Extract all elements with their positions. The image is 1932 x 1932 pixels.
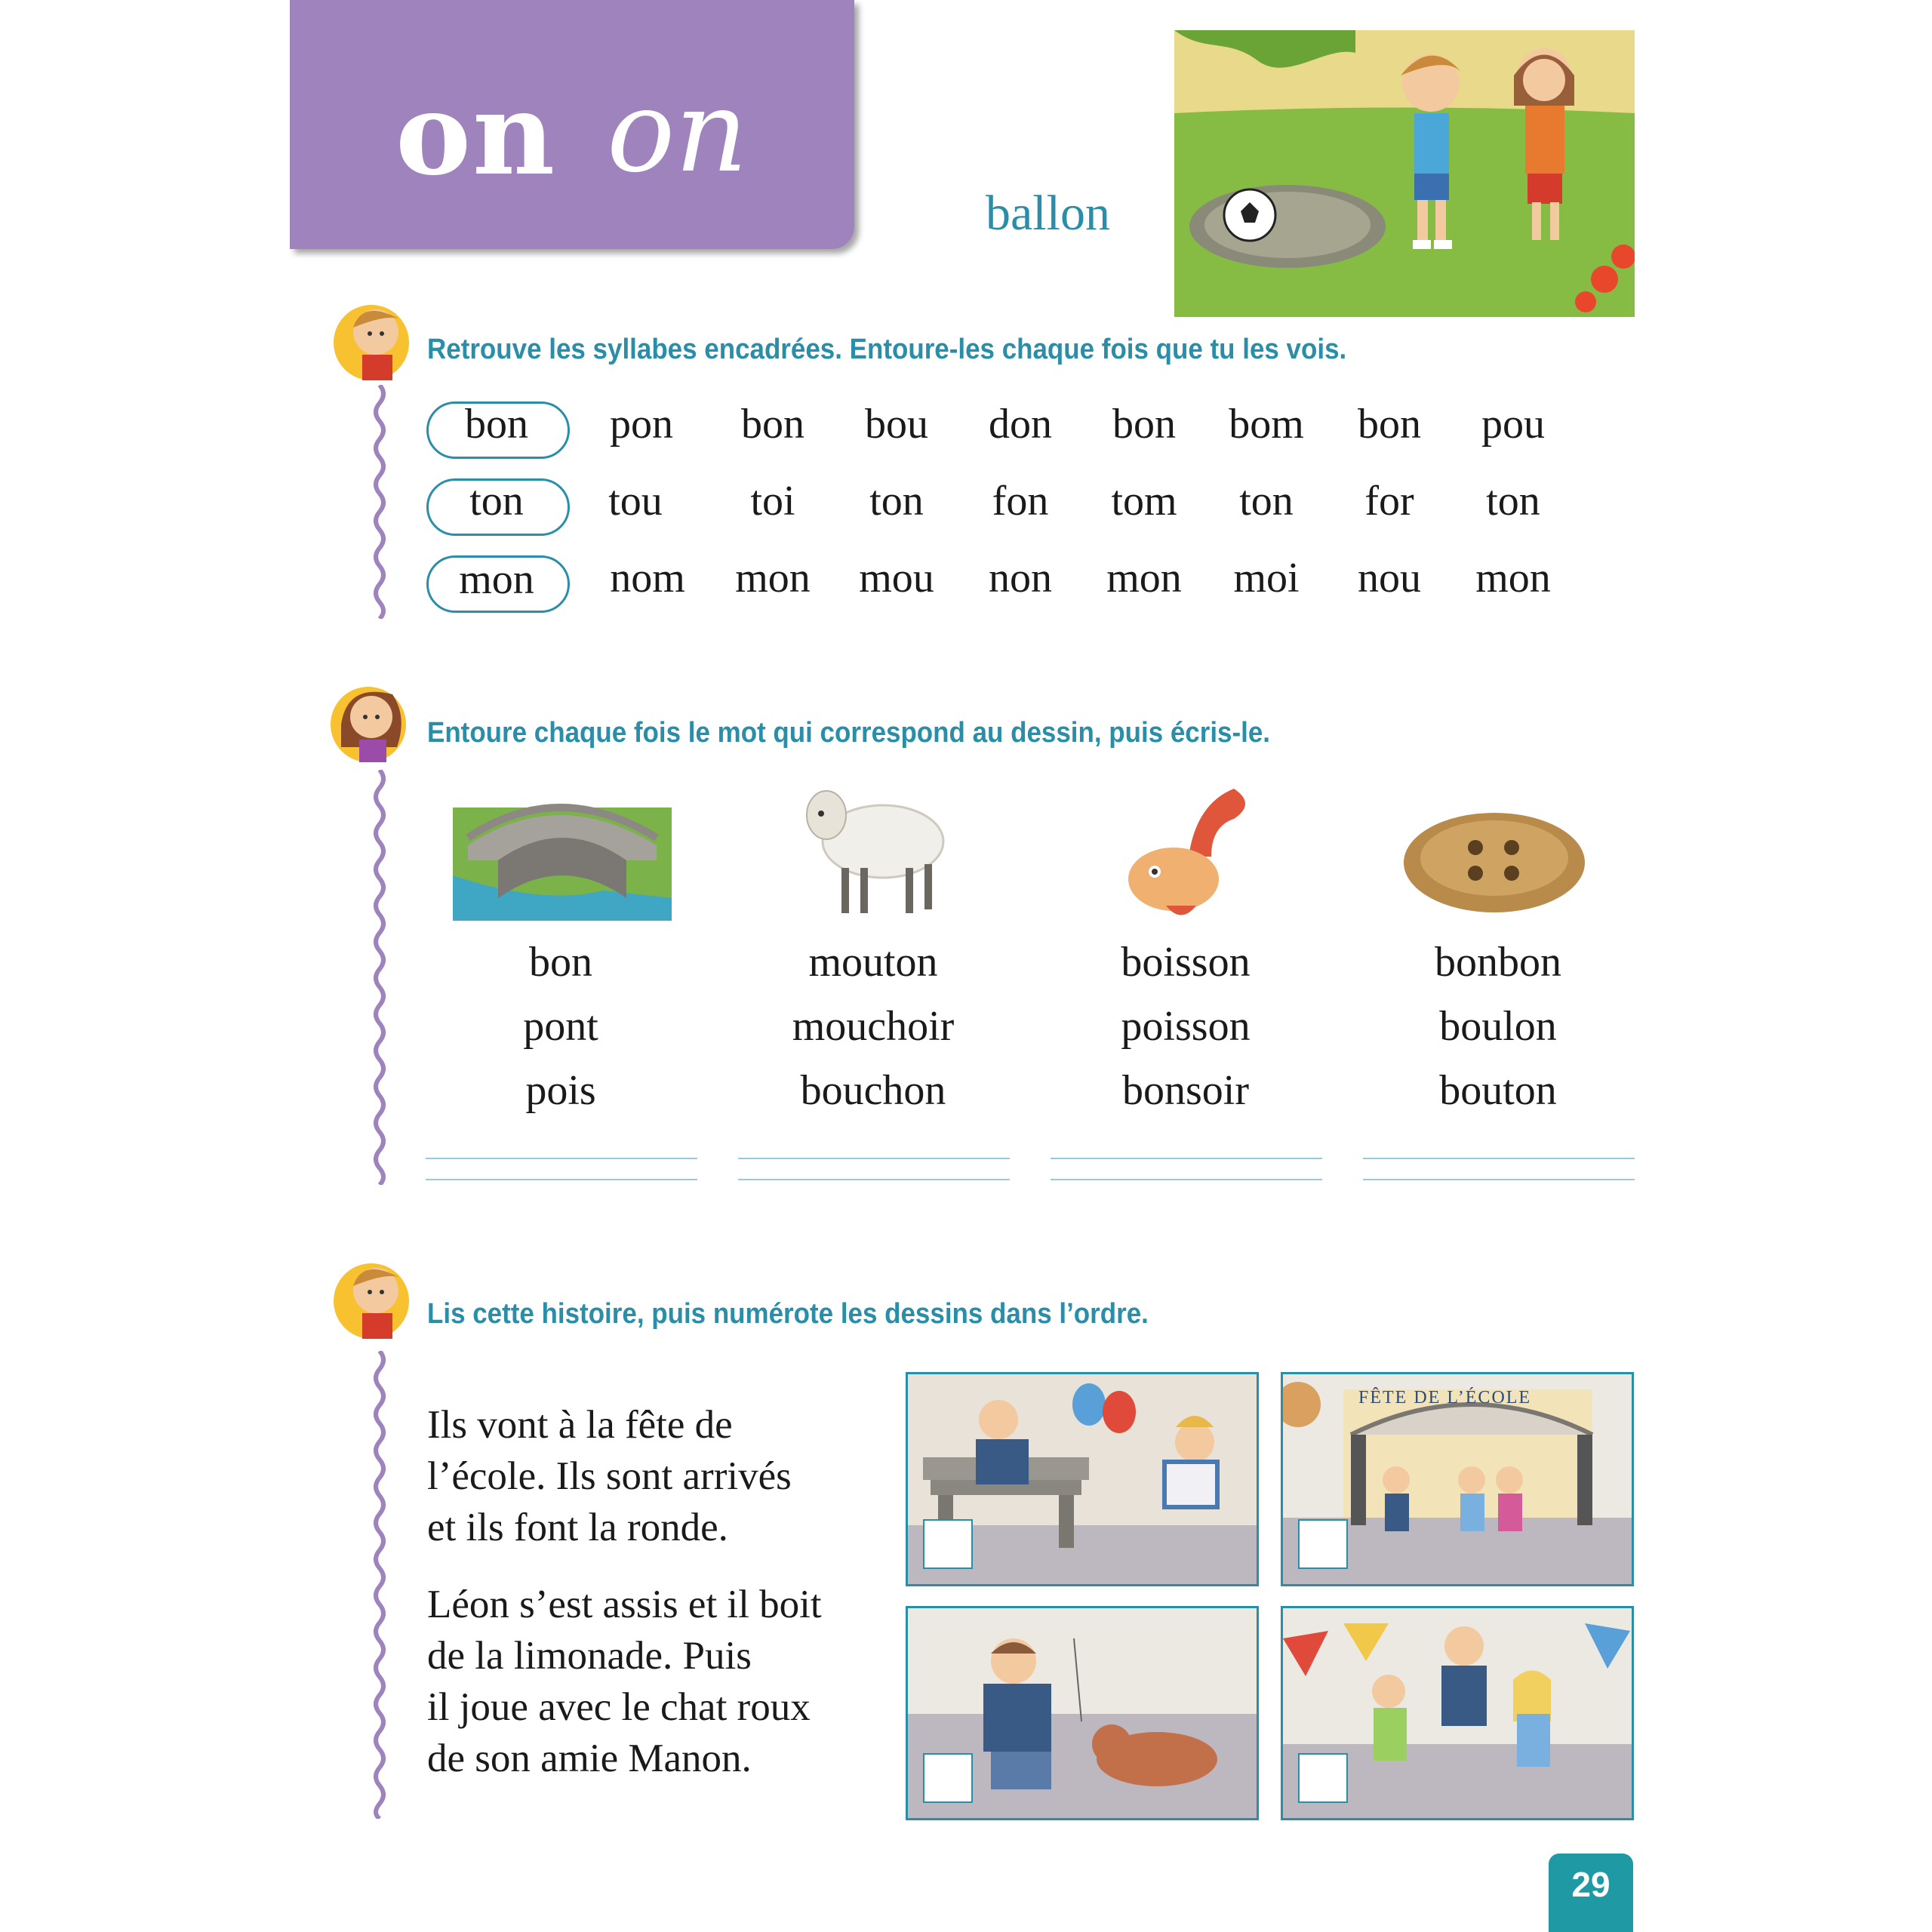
page-number-badge [1549,1854,1633,1932]
story-line: et ils font la ronde. [427,1506,728,1549]
syllable[interactable]: tou [608,478,663,525]
syllable[interactable]: bon [1112,401,1176,448]
word-choice[interactable]: bonbon [1435,939,1561,986]
syllable[interactable]: tom [1111,478,1177,525]
writing-line-bottom[interactable] [738,1179,1010,1180]
syllable[interactable]: bon [1358,401,1421,448]
story-line: il joue avec le chat roux [427,1685,811,1729]
bench-balloons-scene [906,1372,1259,1586]
wave-divider-3 [368,1351,391,1819]
word-choice[interactable]: mouchoir [792,1003,955,1050]
cat-play-scene [906,1606,1259,1820]
syllable[interactable]: mou [859,555,934,601]
example-word: ballon [986,186,1110,241]
sheep-illustration [792,777,951,921]
writing-line-top[interactable] [1363,1158,1635,1159]
syllable[interactable]: bou [865,401,928,448]
word-choice[interactable]: boisson [1121,939,1251,986]
word-choice[interactable]: poisson [1121,1003,1251,1050]
syllable[interactable]: nou [1358,555,1421,601]
dance-round-scene [1281,1606,1634,1820]
writing-line-bottom[interactable] [426,1179,697,1180]
story-line: de son amie Manon. [427,1737,752,1780]
syllable[interactable]: ton [869,478,924,525]
target-syllable: ton [469,478,524,525]
syllable[interactable]: ton [1486,478,1540,525]
writing-line-top[interactable] [426,1158,697,1159]
word-choice[interactable]: bon [529,939,592,986]
exercise3-instruction: Lis cette histoire, puis numérote les dessins dans l’ordre. [427,1298,1149,1330]
syllable[interactable]: ton [1239,478,1294,525]
syllable[interactable]: for [1364,478,1414,525]
word-choice[interactable]: boulon [1439,1003,1557,1050]
syllable[interactable]: moi [1233,555,1300,601]
girl-avatar-icon [325,679,400,755]
boy-avatar-icon [332,1254,408,1330]
target-syllable: bon [465,401,528,448]
story-line: Ils vont à la fête de [427,1403,733,1447]
title-print: on [395,68,557,201]
boy-avatar-icon [332,296,408,371]
word-choice[interactable]: bonsoir [1122,1067,1249,1114]
gate-sign: FÊTE DE L’ÉCOLE [1358,1388,1532,1407]
word-choice[interactable]: bouchon [800,1067,946,1114]
order-number-box[interactable] [923,1753,973,1803]
order-number-box[interactable] [1298,1519,1348,1569]
word-choice[interactable]: pont [523,1003,598,1050]
writing-line-top[interactable] [738,1158,1010,1159]
story-line: de la limonade. Puis [427,1634,752,1678]
writing-line-bottom[interactable] [1051,1179,1322,1180]
syllable[interactable]: mon [1106,555,1182,601]
ballon-illustration [1174,30,1635,317]
syllable[interactable]: nom [610,555,685,601]
syllable[interactable]: don [989,401,1052,448]
syllable[interactable]: bom [1229,401,1304,448]
word-choice[interactable]: pois [525,1067,596,1114]
syllable[interactable]: pou [1481,401,1545,448]
exercise2-instruction: Entoure chaque fois le mot qui correspond au dessin, puis écris-le. [427,717,1271,749]
syllable[interactable]: mon [735,555,811,601]
target-syllable: mon [459,556,534,603]
syllable[interactable]: pon [610,401,673,448]
syllable[interactable]: toi [750,478,795,525]
page-number: 29 [1571,1865,1611,1904]
story-line: l’école. Ils sont arrivés [427,1454,792,1498]
word-choice[interactable]: mouton [808,939,938,986]
syllable[interactable]: bon [741,401,804,448]
chapter-header [290,0,854,249]
syllable[interactable]: mon [1475,555,1551,601]
syllable[interactable]: fon [992,478,1049,525]
fish-illustration [1121,774,1257,924]
syllable[interactable]: non [989,555,1052,601]
bridge-illustration [453,785,672,921]
wave-divider-1 [368,385,391,619]
exercise1-instruction: Retrouve les syllabes encadrées. Entoure-les chaque fois que tu les vois. [427,334,1347,365]
title-cursive: on [607,66,748,198]
order-number-box[interactable] [923,1519,973,1569]
school-gate-scene [1281,1372,1634,1586]
word-choice[interactable]: bouton [1439,1067,1557,1114]
writing-line-bottom[interactable] [1363,1179,1635,1180]
button-illustration [1400,804,1589,917]
writing-line-top[interactable] [1051,1158,1322,1159]
wave-divider-2 [368,770,391,1185]
order-number-box[interactable] [1298,1753,1348,1803]
story-line: Léon s’est assis et il boit [427,1583,822,1626]
